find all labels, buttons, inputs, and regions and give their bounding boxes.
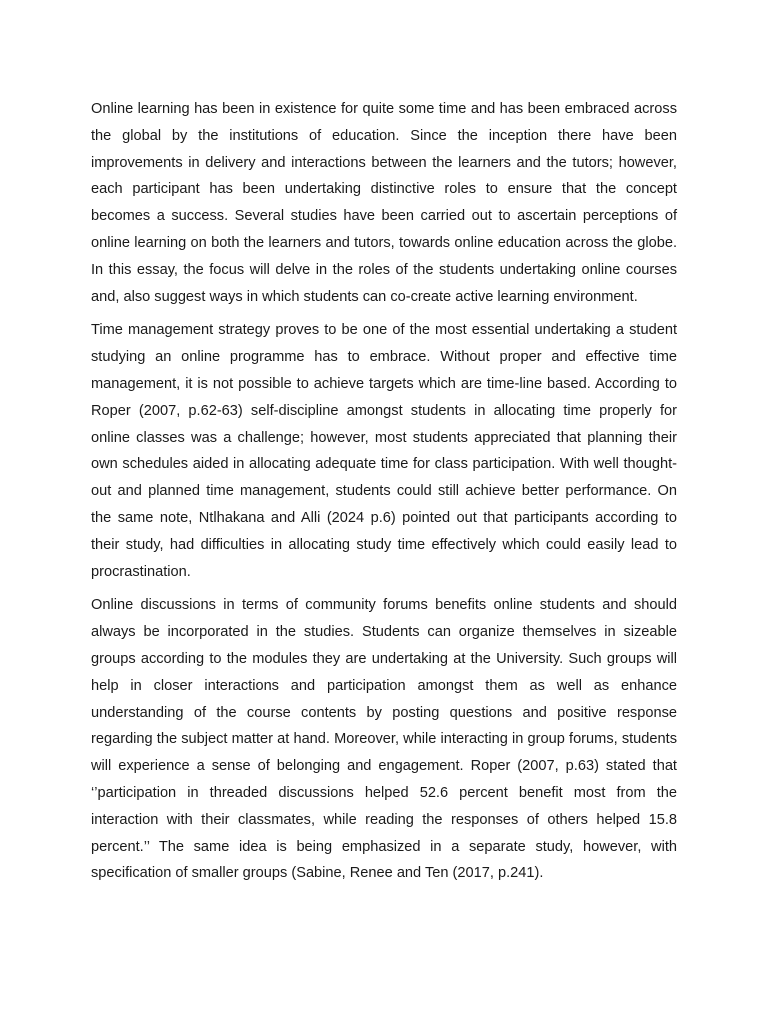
paragraph-introduction: Online learning has been in existence for quite some time and has been embraced across the global by the institutions of education. Since the inception there have been improvements in delivery and interactions between the learners and the tutors; however, each participant has been undertaking distinctive roles to ensure that the concept becomes a success. Several studies have been carried out to ascertain perceptions of online learning on both the learners and tutors, towards online education across the globe. In this essay, the focus will delve in the roles of the students undertaking online courses and, also suggest ways in which students can co-create active learning environment. bbox=[91, 101, 677, 305]
paragraph-time-management: Time management strategy proves to be one of the most essential undertaking a student studying an online programme has to embrace. Without proper and effective time management, it is not possible to achieve targets which are time-line based. According to Roper (2007, p.62-63) self-discipline amongst students in allocating time properly for online classes was a challenge; however, most students appreciated that planning their own schedules aided in allocating adequate time for class participation. With well thought-out and planned time management, students could still achieve better performance. On the same note, Ntlhakana and Alli (2024 p.6) pointed out that participants according to their study, had difficulties in allocating study time effectively which could easily lead to procrastination. bbox=[91, 322, 677, 580]
paragraph-online-discussions: Online discussions in terms of community forums benefits online students and should always be incorporated in the studies. Students can organize themselves in sizeable groups according to the modules they are undertaking at the University. Such groups will help in closer interactions and participation amongst them as well as enhance understanding of the course contents by posting questions and positive response regarding the subject matter at hand. Moreover, while interacting in group forums, students will experience a sense of belonging and engagement. Roper (2007, p.63) stated that ‘’participation in threaded discussions helped 52.6 percent benefit most from the interaction with their classmates, while reading the responses of others helped 15.8 percent.’’ The same idea is being emphasized in a separate study, however, with specification of smaller groups (Sabine, Renee and Ten (2017, p.241). bbox=[91, 597, 677, 882]
document-body bbox=[91, 96, 677, 894]
